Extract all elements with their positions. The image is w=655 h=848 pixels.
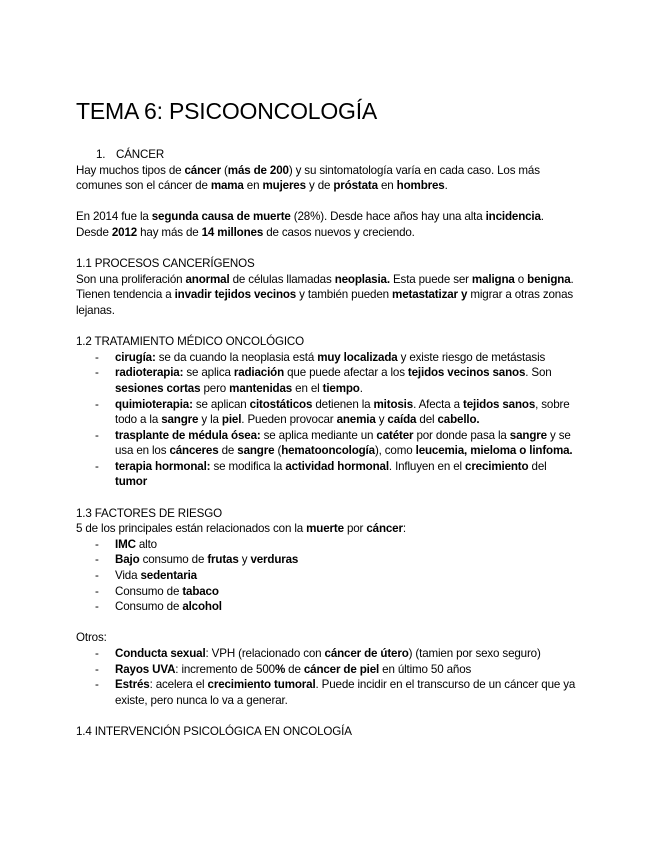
- section-1-2-heading: 1.2 TRATAMIENTO MÉDICO ONCOLÓGICO: [76, 335, 305, 349]
- treatment-list-item: - terapia hormonal: se modifica la actividad hormonal. Influyen en el crecimiento del tumor: [115, 459, 576, 490]
- other-factor-item: - Conducta sexual: VPH (relacionado con cáncer de útero) (tamien por sexo seguro): [115, 646, 576, 662]
- section-1-1-paragraph-2: Tienen tendencia a invadir tejidos vecinos y también pueden metastatizar y migrar a otras zonas lejanas.: [76, 288, 574, 317]
- section-1-paragraph-1: Hay muchos tipos de cáncer (más de 200) y su sintomatología varía en cada caso. Los más comunes son el cáncer de mama en mujeres y de próstata en hombres.: [76, 163, 540, 193]
- treatment-list-item: - trasplante de médula ósea: se aplica mediante un catéter por donde pasa la sangre y se usa en los cánceres de sangre (hematooncología), como leucemia, mieloma o linfoma.: [115, 428, 576, 459]
- treatment-list-item: - cirugía: se da cuando la neoplasia está muy localizada y existe riesgo de metástasis: [115, 350, 576, 366]
- risk-factor-item: - Vida sedentaria: [115, 568, 576, 584]
- risk-factor-item: - Bajo consumo de frutas y verduras: [115, 552, 576, 568]
- risk-factors-intro: 5 de los principales están relacionados con la muerte por cáncer:: [76, 522, 406, 536]
- section-1-paragraph-2: En 2014 fue la segunda causa de muerte (28%). Desde hace años hay una alta incidencia.: [76, 210, 544, 224]
- section-1-heading: [76, 147, 576, 163]
- section-1-4-heading: 1.4 INTERVENCIÓN PSICOLÓGICA EN ONCOLOGÍA: [76, 724, 352, 738]
- treatment-list: [76, 350, 576, 490]
- risk-factor-item: - Consumo de alcohol: [115, 599, 576, 615]
- section-1-1-paragraph-1: Son una proliferación anormal de células llamadas neoplasia. Esta puede ser maligna o benigna.: [76, 272, 574, 286]
- other-factor-item: - Estrés: acelera el crecimiento tumoral. Puede incidir en el transcurso de un cáncer que ya existe, pero nunca lo va a generar.: [115, 677, 576, 708]
- document-body: [76, 147, 576, 740]
- other-factors-list: [76, 646, 576, 708]
- risk-factors-list: [76, 537, 576, 615]
- section-1-3-heading: 1.3 FACTORES DE RIESGO: [76, 506, 222, 520]
- treatment-list-item: - quimioterapia: se aplican citostáticos detienen la mitosis. Afecta a tejidos sanos, sobre todo a la sangre y la piel. Pueden provocar anemia y caída del cabello.: [115, 397, 576, 428]
- other-factor-item: - Rayos UVA: incremento de 500% de cáncer de piel en último 50 años: [115, 662, 576, 678]
- section-1-title: CÁNCER: [116, 148, 165, 161]
- treatment-list-item: - radioterapia: se aplica radiación que puede afectar a los tejidos vecinos sanos. Son sesiones cortas pero mantenidas en el tiempo.: [115, 365, 576, 396]
- section-1-1-heading: 1.1 PROCESOS CANCERÍGENOS: [76, 257, 255, 271]
- risk-factor-item: - Consumo de tabaco: [115, 584, 576, 600]
- other-factors-label: Otros:: [76, 631, 107, 645]
- risk-factor-item: - IMC alto: [115, 537, 576, 553]
- section-1-paragraph-3: Desde 2012 hay más de 14 millones de casos nuevos y creciendo.: [76, 225, 415, 239]
- document-title: TEMA 6: PSICOONCOLOGÍA: [76, 98, 378, 124]
- section-1-number: 1.: [96, 148, 106, 161]
